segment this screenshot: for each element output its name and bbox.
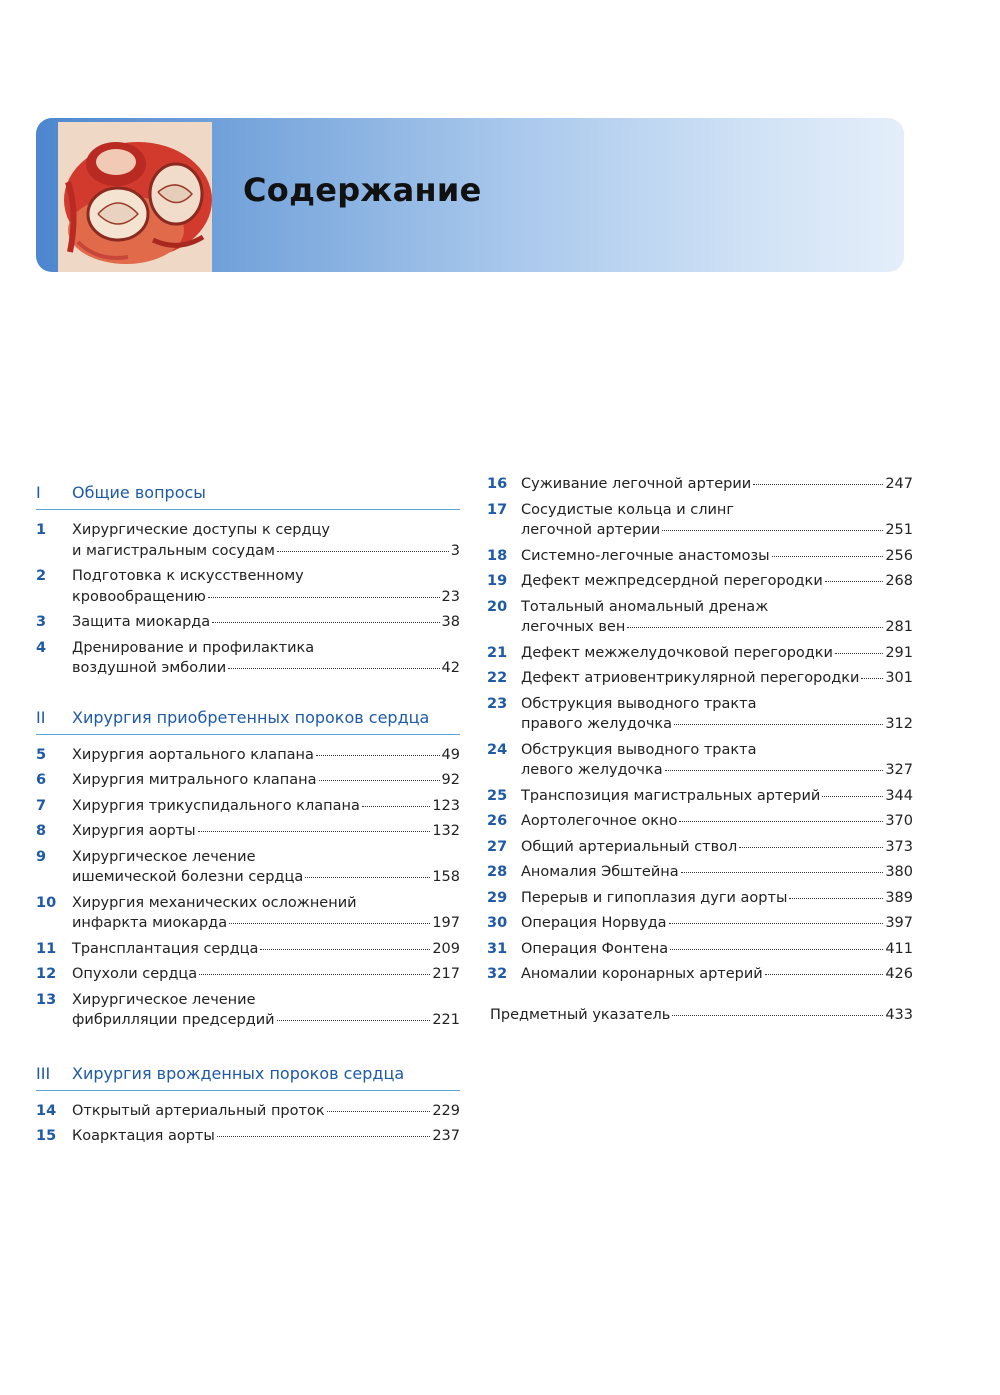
chapter-title-text: Открытый артериальный проток: [72, 1102, 325, 1119]
toc-entry[interactable]: [36, 847, 460, 888]
chapter-number: 6: [36, 772, 47, 788]
toc-entry[interactable]: [487, 474, 913, 495]
chapter-title-line: [521, 668, 913, 689]
chapter-number: 11: [36, 940, 57, 957]
chapter-title-line: [521, 546, 913, 567]
chapter-title-line: [521, 617, 913, 638]
index-line: [490, 1005, 913, 1026]
leader-dots: [229, 923, 430, 924]
chapter-title-line: [521, 837, 913, 858]
chapter-title-text: Хирургия аортального клапана: [72, 746, 314, 763]
leader-dots: [198, 831, 431, 832]
chapter-title-text: Дефект межпредсердной перегородки: [521, 573, 823, 589]
chapter-title-text: Тотальный аномальный дренаж: [521, 598, 769, 615]
leader-dots: [669, 923, 884, 924]
page-number: 92: [441, 772, 460, 788]
chapter-title-line: [72, 796, 460, 817]
page-title: Содержание: [243, 171, 482, 209]
leader-dots: [260, 949, 430, 950]
page-number: 247: [885, 476, 913, 492]
divider: [36, 1090, 460, 1091]
chapter-title-line: [521, 740, 913, 761]
leader-dots: [679, 821, 883, 822]
page-number: 380: [885, 864, 913, 880]
chapter-title-text: легочных вен: [521, 619, 626, 635]
page-number: 301: [885, 670, 913, 686]
leader-dots: [208, 597, 440, 598]
page-number: 3: [450, 542, 460, 559]
index-entry[interactable]: [487, 1005, 913, 1026]
chapter-title-text: Транспозиция магистральных артерий: [521, 787, 821, 804]
chapter-number: 3: [36, 614, 47, 630]
chapter-title-line: [72, 638, 460, 659]
chapter-title-text: Аномалии коронарных артерий: [521, 966, 763, 982]
chapter-title-line: [72, 1126, 460, 1147]
chapter-number: 5: [36, 746, 47, 763]
chapter-title-text: Дренирование и профилактика: [72, 639, 315, 656]
toc-entry[interactable]: [36, 821, 460, 842]
chapter-title-text: Хирургия механических осложнений: [72, 894, 357, 911]
chapter-number: 19: [487, 573, 508, 589]
leader-dots: [825, 581, 884, 582]
chapter-title-line: [72, 566, 460, 587]
chapter-title-text: легочной артерии: [521, 522, 661, 538]
toc-entry[interactable]: [487, 694, 913, 735]
leader-dots: [277, 1020, 431, 1021]
toc-entry[interactable]: [487, 811, 913, 832]
toc-entry[interactable]: [487, 837, 913, 858]
page-number: 312: [885, 716, 913, 732]
page-number: 281: [885, 619, 913, 635]
chapter-title-text: кровообращению: [72, 588, 206, 605]
leader-dots: [753, 484, 883, 485]
chapter-number: 15: [36, 1128, 57, 1144]
page-number: 23: [441, 588, 460, 605]
chapter-title-line: [72, 990, 460, 1011]
chapter-title-text: Дефект атриовентрикулярной перегородки: [521, 670, 860, 686]
chapter-title-line: [521, 862, 913, 883]
toc-entry[interactable]: [487, 571, 913, 592]
chapter-title-text: Хирургические доступы к сердцу: [72, 522, 330, 538]
toc-entry[interactable]: [487, 668, 913, 689]
chapter-number: 13: [36, 991, 57, 1008]
chapter-number: 7: [36, 797, 47, 814]
chapter-number: 29: [487, 889, 508, 906]
leader-dots: [662, 530, 883, 531]
part-roman-numeral: II: [36, 707, 46, 727]
part-roman-numeral: III: [36, 1063, 51, 1083]
chapter-title-text: Хирургическое лечение: [72, 991, 256, 1008]
toc-entry[interactable]: [36, 520, 460, 561]
chapter-title-line: [521, 760, 913, 781]
leader-dots: [835, 653, 883, 654]
chapter-title-line: [72, 913, 460, 934]
page-number: 370: [885, 813, 913, 829]
leader-dots: [199, 974, 430, 975]
chapter-title-line: [72, 939, 460, 960]
chapter-title-text: инфаркта миокарда: [72, 915, 228, 931]
chapter-title-line: [521, 694, 913, 715]
page-number: 344: [885, 787, 913, 804]
page-number: 197: [432, 915, 460, 931]
toc-entry[interactable]: [487, 740, 913, 781]
chapter-title-text: Хирургия аорты: [72, 823, 196, 839]
chapter-title-text: ишемической болезни сердца: [72, 869, 304, 885]
chapter-title-text: фибрилляции предсердий: [72, 1012, 275, 1028]
chapter-title-text: и магистральным сосудам: [72, 542, 275, 559]
toc-entry[interactable]: [36, 990, 460, 1031]
part-heading: [36, 703, 460, 733]
chapter-title-line: [521, 643, 913, 664]
chapter-number: 4: [36, 639, 47, 656]
chapter-title-line: [72, 867, 460, 888]
chapter-title-line: [72, 587, 460, 608]
toc-entry[interactable]: [487, 597, 913, 638]
chapter-title-text: Обструкция выводного тракта: [521, 741, 757, 758]
chapter-title-line: [72, 612, 460, 633]
chapter-title-line: [521, 888, 913, 909]
chapter-title-text: Хирургия трикуспидального клапана: [72, 797, 360, 814]
chapter-title-line: [521, 520, 913, 541]
chapter-number: 25: [487, 787, 508, 804]
chapter-title-line: [521, 714, 913, 735]
chapter-number: 17: [487, 501, 508, 518]
chapter-number: 9: [36, 848, 47, 865]
chapter-title-line: [521, 474, 913, 495]
leader-dots: [739, 847, 883, 848]
page-number: 411: [885, 940, 913, 957]
leader-dots: [217, 1136, 430, 1137]
page-number: 327: [885, 762, 913, 778]
leader-dots: [681, 872, 884, 873]
page-number: 256: [885, 547, 913, 564]
leader-dots: [228, 668, 439, 669]
chapter-title-line: [521, 939, 913, 960]
chapter-number: 1: [36, 522, 47, 538]
chapter-title-line: [521, 500, 913, 521]
chapter-title-line: [72, 893, 460, 914]
chapter-title-line: [521, 913, 913, 934]
part-heading: [36, 478, 460, 508]
toc-entry[interactable]: [36, 566, 460, 607]
chapter-number: 22: [487, 670, 508, 686]
chapter-number: 23: [487, 695, 508, 712]
page-number: 42: [441, 660, 460, 676]
page-number: 49: [441, 746, 460, 763]
index-label: Предметный указатель: [490, 1006, 671, 1023]
chapter-title-line: [72, 658, 460, 679]
chapter-title-text: Опухоли сердца: [72, 966, 198, 982]
chapter-title-text: Трансплантация сердца: [72, 940, 259, 957]
page-number: 221: [432, 1012, 460, 1028]
toc-entry[interactable]: [36, 770, 460, 791]
toc-entry[interactable]: [487, 786, 913, 807]
page-number: 291: [885, 644, 913, 661]
chapter-title-line: [521, 597, 913, 618]
chapter-number: 12: [36, 966, 57, 982]
chapter-title-text: Общий артериальный ствол: [521, 838, 738, 855]
toc-entry[interactable]: [36, 939, 460, 960]
chapter-title-text: Перерыв и гипоплазия дуги аорты: [521, 889, 788, 906]
part-title: Хирургия приобретенных пороков сердца: [72, 707, 430, 727]
chapter-title-line: [72, 541, 460, 562]
page-number: 268: [885, 573, 913, 589]
chapter-title-text: воздушной эмболии: [72, 660, 227, 676]
chapter-number: 20: [487, 598, 508, 615]
chapter-number: 32: [487, 966, 508, 982]
chapter-number: 8: [36, 823, 47, 839]
page-number: 389: [885, 889, 913, 906]
toc-entry[interactable]: [36, 796, 460, 817]
chapter-title-text: Подготовка к искусственному: [72, 568, 304, 584]
page-number: 132: [432, 823, 460, 839]
chapter-title-line: [521, 964, 913, 985]
toc-left-column: [36, 478, 460, 1147]
page-number: 217: [432, 966, 460, 982]
chapter-title-line: [72, 821, 460, 842]
leader-dots: [319, 780, 440, 781]
toc-entry[interactable]: [36, 612, 460, 633]
part-roman-numeral: I: [36, 483, 41, 502]
part-title: Общие вопросы: [72, 483, 206, 502]
leader-dots: [674, 724, 883, 725]
chapter-title-text: Суживание легочной артерии: [521, 476, 752, 492]
chapter-title-text: Хирургическое лечение: [72, 848, 256, 865]
toc-entry[interactable]: [36, 1101, 460, 1122]
page-number: 373: [885, 838, 913, 855]
chapter-title-text: Обструкция выводного тракта: [521, 695, 757, 712]
leader-dots: [665, 770, 884, 771]
page-number: 229: [432, 1102, 460, 1119]
chapter-title-text: Коарктация аорты: [72, 1128, 215, 1144]
leader-dots: [362, 806, 430, 807]
page-number: 397: [885, 915, 913, 931]
toc-entry[interactable]: [487, 964, 913, 985]
leader-dots: [316, 755, 440, 756]
chapter-title-text: Аномалия Эбштейна: [521, 864, 679, 880]
chapter-title-line: [72, 770, 460, 791]
chapter-title-text: Аортолегочное окно: [521, 813, 678, 829]
page-number: 123: [432, 797, 460, 814]
part-title: Хирургия врожденных пороков сердца: [72, 1063, 405, 1083]
leader-dots: [772, 556, 884, 557]
toc-entry[interactable]: [36, 745, 460, 766]
page-number: 209: [432, 940, 460, 957]
chapter-title-text: Операция Фонтена: [521, 940, 669, 957]
page-number: 158: [432, 869, 460, 885]
chapter-title-line: [72, 1010, 460, 1031]
chapter-number: 18: [487, 547, 508, 564]
leader-dots: [672, 1015, 883, 1016]
chapter-number: 14: [36, 1102, 57, 1119]
chapter-title-line: [72, 1101, 460, 1122]
toc-entry[interactable]: [487, 500, 913, 541]
chapter-title-text: Операция Норвуда: [521, 915, 667, 931]
page-number: 237: [432, 1128, 460, 1144]
leader-dots: [861, 678, 883, 679]
page-number: 38: [441, 614, 460, 630]
chapter-number: 16: [487, 476, 508, 492]
chapter-title-text: Защита миокарда: [72, 614, 211, 630]
chapter-title-text: Сосудистые кольца и слинг: [521, 501, 734, 518]
toc-entry[interactable]: [36, 964, 460, 985]
chapter-number: 26: [487, 813, 508, 829]
leader-dots: [277, 551, 449, 552]
chapter-title-line: [72, 964, 460, 985]
heart-illustration: [58, 122, 212, 272]
toc-entry[interactable]: [36, 893, 460, 934]
chapter-title-text: правого желудочка: [521, 716, 673, 732]
toc-entry[interactable]: [36, 1126, 460, 1147]
chapter-title-text: Системно-легочные анастомозы: [521, 547, 770, 564]
part-heading: [36, 1059, 460, 1089]
chapter-title-line: [521, 811, 913, 832]
leader-dots: [670, 949, 883, 950]
toc-entry[interactable]: [487, 643, 913, 664]
chapter-title-text: Дефект межжелудочковой перегородки: [521, 644, 833, 661]
leader-dots: [212, 622, 439, 623]
toc-right-column: [487, 474, 913, 1025]
page-number: 433: [885, 1006, 913, 1023]
chapter-number: 2: [36, 568, 47, 584]
toc-entry[interactable]: [487, 939, 913, 960]
chapter-title-text: Хирургия митрального клапана: [72, 772, 317, 788]
leader-dots: [627, 627, 883, 628]
leader-dots: [765, 974, 884, 975]
chapter-title-line: [72, 520, 460, 541]
page-number: 251: [885, 522, 913, 538]
chapter-number: 10: [36, 894, 57, 911]
leader-dots: [789, 898, 883, 899]
chapter-title-text: левого желудочка: [521, 762, 663, 778]
toc-entry[interactable]: [487, 888, 913, 909]
chapter-number: 21: [487, 644, 508, 661]
leader-dots: [822, 796, 883, 797]
chapter-title-line: [72, 847, 460, 868]
chapter-title-line: [72, 745, 460, 766]
chapter-number: 28: [487, 864, 508, 880]
chapter-number: 31: [487, 940, 508, 957]
leader-dots: [327, 1111, 431, 1112]
toc-entry[interactable]: [36, 638, 460, 679]
chapter-title-line: [521, 786, 913, 807]
divider: [36, 734, 460, 735]
chapter-number: 30: [487, 915, 508, 931]
page-number: 426: [885, 966, 913, 982]
toc-entry[interactable]: [487, 862, 913, 883]
toc-entry[interactable]: [487, 913, 913, 934]
leader-dots: [305, 877, 430, 878]
chapter-number: 24: [487, 741, 508, 758]
chapter-title-line: [521, 571, 913, 592]
chapter-number: 27: [487, 838, 508, 855]
divider: [36, 509, 460, 510]
toc-entry[interactable]: [487, 546, 913, 567]
